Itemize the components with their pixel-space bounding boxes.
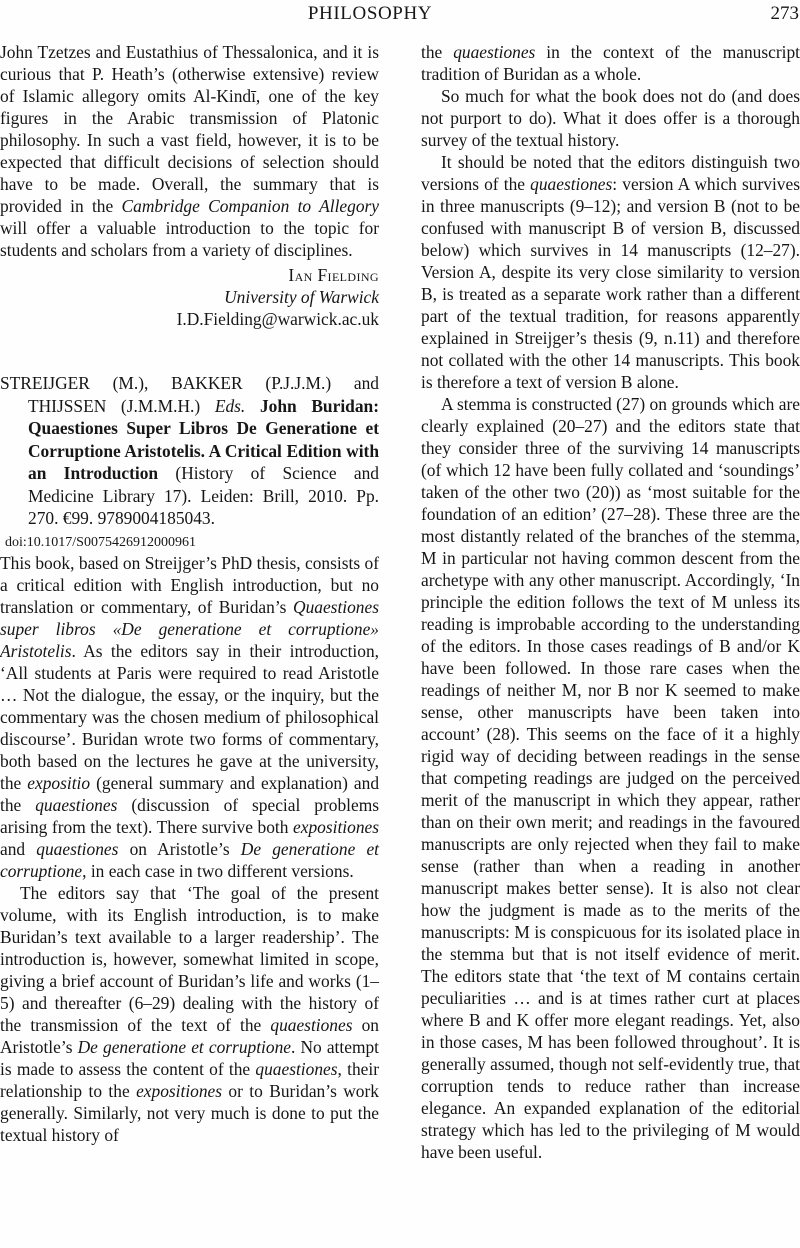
styled-text-run: expositio bbox=[27, 772, 91, 793]
text-run: John Tzetzes and Eustathius of Thessalonica, and it is curious that P. Heath’s (otherwise extensive) review of Islamic allegory omits Al-Kindī, one of the key figures in the Arabic transmission of Platonic philosophy. In such a vast field, however, it is to be expected that difficult decisions of selection should have to be made. Overall, the summary that is provided in the bbox=[0, 42, 379, 216]
text-run: A stemma is constructed (27) on grounds which are clearly explained (20–27) and the editors state that they consider three of the surviving 14 manuscripts (of which 12 have been fully collated and ‘soundings’ taken of the other two (20)) as ‘most suitable for the foundation of an edition’ (27–28). These three are the most distantly related of the branches of the stemma, M in particular not having common descent from the archetype with any other manuscript. Accordingly, ‘In principle the edition follows the text of M unless its reading is improbable according to the understanding of the editors. In those cases readings of B and/or K have been followed. In those rare cases when the readings of neither M, nor B nor K seemed to make sense, other manuscripts have been taken into account’ (28). This seems on the face of it a highly rigid way of deciding between readings in the sense that competing readings are judged on the perceived merit of the manuscript in which they appear, rather than on their own merit; and readings in the favoured manuscripts are only rejected when they fail to make sense (rather than when a reading in another manuscript makes better sense). It is also not clear how the judgment is made as to the merits of the manuscripts: M is conspicuous for its isolated place in the stemma but that is not itself evidence of merit. The editors state that ‘the text of M contains certain peculiarities … and is at times rather curt at places where B and K offer more elegant readings. Yet, also in those cases, M has been followed throughout’. It is generally assumed, though not self-evidently true, that corruption tends to reduce rather than increase elegance. An expanded explanation of the editorial strategy which has led to the privileging of M would have been useful. bbox=[421, 394, 800, 1162]
styled-text-run: quaestiones bbox=[270, 1014, 353, 1035]
styled-text-run: quaestiones bbox=[453, 42, 536, 62]
text-run: (History of Science and Medicine Library 17). Leiden: Brill, 2010. Pp. 270. €99. 9789004185043. bbox=[28, 463, 379, 528]
styled-text-run: expositiones bbox=[136, 1080, 223, 1101]
review-paragraph-continuation bbox=[0, 41, 379, 261]
text-run: , in each case in two different versions. bbox=[82, 860, 354, 881]
text-run: the bbox=[421, 42, 454, 62]
styled-text-run: Cambridge Companion to Allegory bbox=[121, 196, 380, 216]
text-run: : version A which survives in three manuscripts (9–12); and version B (not to be confused with manuscript B of version B, discussed below) which survives in 14 manuscripts (12–27). Version A, despite its very close similarity to version B, is treated as a separate work rather than a different part of the textual tradition, for reasons apparently explained in Streijger’s thesis (9, n.11) and therefore not collated with the other 14 manuscripts. This book is therefore a text of version B alone. bbox=[421, 174, 800, 392]
styled-text-run: expositiones bbox=[293, 816, 379, 837]
styled-text-run: John Buridan: Quaestiones Super Libros De Generatione et Corruptione Aristotelis. A Critical Edition with an Introduction bbox=[28, 395, 379, 483]
text-run: This book, based on Streijger’s PhD thesis, consists of a critical edition with English introduction, but no translation or commentary, of Buridan’s bbox=[0, 552, 379, 617]
reviewer-name: Ian Fielding bbox=[288, 265, 379, 285]
styled-text-run: Eds. bbox=[214, 395, 246, 416]
section-title: PHILOSOPHY bbox=[307, 3, 433, 24]
text-run: The editors say that ‘The goal of the present volume, with its English introduction, is to make Buridan’s text available to a larger readership’. The introduction is, however, somewhat limited in scope, giving a brief account of Buridan’s life and works (1–5) and thereafter (6–29) dealing with the history of the transmission of the text of the bbox=[0, 882, 379, 1035]
text-run: , their relationship to the bbox=[0, 1058, 379, 1101]
text-run: will offer a valuable introduction to the topic for students and scholars from a variety of disciplines. bbox=[0, 218, 379, 260]
text-run: It should be noted that the editors distinguish two versions of the bbox=[421, 152, 800, 194]
text-run: (discussion of special problems arising from the text). There survive both bbox=[0, 794, 380, 837]
review-paragraph bbox=[421, 393, 800, 1163]
left-column bbox=[0, 41, 379, 1163]
styled-text-run: De generatione et corruptione bbox=[77, 1036, 291, 1057]
review-paragraph bbox=[0, 552, 379, 882]
review-paragraph-continuation bbox=[421, 41, 800, 85]
styled-text-run: quaestiones bbox=[530, 174, 613, 194]
right-column bbox=[421, 41, 800, 1163]
text-run: STREIJGER (M.), BAKKER (P.J.J.M.) and THIJSSEN (J.M.M.H.) bbox=[0, 373, 379, 416]
reviewer-signature bbox=[0, 264, 379, 330]
text-run bbox=[245, 396, 260, 416]
doi-line: doi:10.1017/S0075426912000961 bbox=[5, 534, 196, 550]
review-paragraph bbox=[0, 882, 379, 1146]
styled-text-run: De generatione et corruptione bbox=[0, 838, 379, 881]
review-paragraph bbox=[421, 151, 800, 393]
styled-text-run: Quaestiones super libros «De generatione et corruptione» Aristotelis bbox=[0, 596, 379, 661]
running-head bbox=[0, 3, 800, 29]
styled-text-run: quaestiones bbox=[35, 794, 118, 815]
two-column-text-block bbox=[0, 41, 800, 1163]
reviewer-affiliation: University of Warwick bbox=[224, 287, 379, 307]
text-run: on Aristotle’s bbox=[118, 838, 241, 859]
text-run: or to Buridan’s work generally. Similarly, not very much is done to put the textual history of bbox=[0, 1080, 379, 1145]
book-citation-heading bbox=[0, 372, 379, 530]
text-run: So much for what the book does not do (and does not purport to do). What it does offer is a thorough survey of the textual history. bbox=[421, 86, 800, 150]
styled-text-run: quaestiones bbox=[36, 838, 119, 859]
text-run: . No attempt is made to assess the content of the bbox=[0, 1036, 379, 1079]
text-run: and bbox=[0, 838, 37, 859]
text-run: (general summary and explanation) and the bbox=[0, 772, 380, 815]
page-number: 273 bbox=[770, 3, 799, 24]
styled-text-run: quaestiones bbox=[255, 1058, 338, 1079]
text-run: in the context of the manuscript tradition of Buridan as a whole. bbox=[421, 42, 800, 84]
reviewer-email: I.D.Fielding@warwick.ac.uk bbox=[176, 309, 379, 329]
review-paragraph bbox=[421, 85, 800, 151]
text-run: on Aristotle’s bbox=[0, 1014, 379, 1057]
text-run: . As the editors say in their introduction, ‘All students at Paris were required to read Aristotle … Not the dialogue, the essay, or the inquiry, but the commentary was the chosen medium of philosophical discourse’. Buridan wrote two forms of commentary, both based on the lectures he gave at the university, the bbox=[0, 640, 379, 793]
